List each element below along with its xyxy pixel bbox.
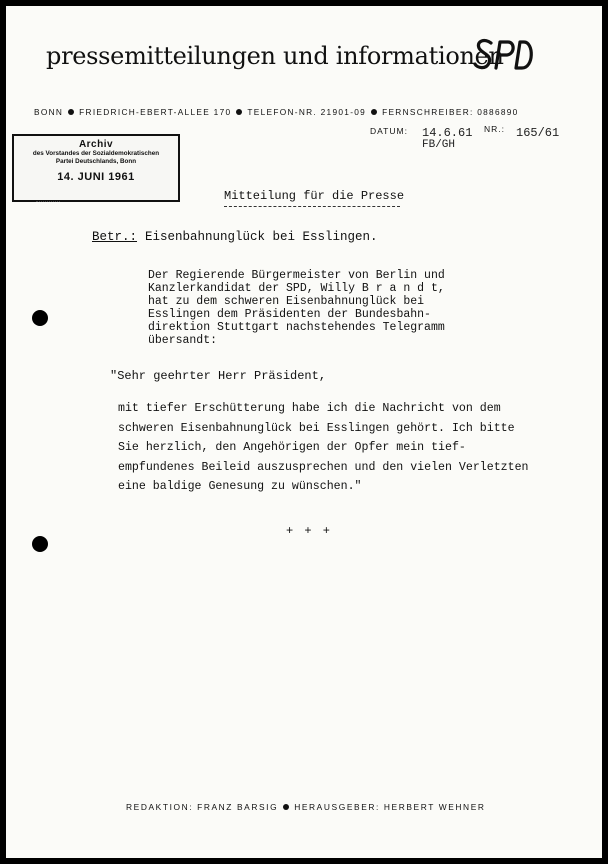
intro-line: direktion Stuttgart nachstehendes Telegramm [148,321,445,334]
telegram-line: empfundenes Beileid auszusprechen und den vielen Verletzten [118,460,529,474]
heading-underline [224,206,400,207]
bullet-icon [283,804,289,810]
subject-line [92,230,378,244]
intro-line: übersandt: [148,334,218,347]
bullet-icon [236,109,242,115]
telegram-line: mit tiefer Erschütterung habe ich die Nachricht von dem [118,402,501,415]
nr-label: NR.: [484,124,505,134]
stamp-divider [36,201,60,202]
intro-paragraph [148,269,445,347]
stamp-title: Archiv [78,139,114,150]
letterhead-title: pressemitteilungen und informationen [46,42,504,70]
telegram-line: schweren Eisenbahnunglück bei Esslingen gehört. Ich bitte [118,421,515,435]
intro-line: Esslingen dem Präsidenten der Bundesbahn- [148,308,431,321]
address-street: FRIEDRICH-EBERT-ALLEE 170 [79,107,232,117]
intro-line: Der Regierende Bürgermeister von Berlin und [148,269,445,282]
subject-label: Betr.: [92,230,138,244]
telegram-line: eine baldige Genesung zu wünschen." [118,480,362,493]
datum-value: 14.6.61 [422,126,473,140]
bullet-icon [68,109,74,115]
letterhead-address [34,107,519,117]
heading: Mitteilung für die Presse [224,189,405,203]
footer [126,802,486,812]
punch-hole [32,536,48,552]
bullet-icon [371,109,377,115]
address-city: BONN [34,107,64,117]
archive-stamp [12,134,180,202]
datum-label: DATUM: [370,126,408,136]
salutation: "Sehr geehrter Herr Präsident, [110,369,327,383]
stamp-line-2: Partei Deutschlands, Bonn [55,158,137,165]
spd-logo [472,34,534,76]
address-phone: TELEFON-NR. 21901-09 [247,107,367,117]
nr-value: 165/61 [516,126,560,140]
intro-line: hat zu dem schweren Eisenbahnunglück bei [148,295,425,308]
telegram-text [118,399,529,497]
footer-redaktion: REDAKTION: FRANZ BARSIG [126,802,279,812]
address-telex: FERNSCHREIBER: 0886890 [382,107,519,117]
footer-herausgeber: HERAUSGEBER: HERBERT WEHNER [294,802,486,812]
end-mark: + + + [286,524,333,538]
punch-hole [32,310,48,326]
intro-line: Kanzlerkandidat der SPD, Willy B r a n d t, [148,282,445,295]
stamp-line-1: des Vorstandes der Sozialdemokratischen [32,150,160,157]
initials: FB/GH [422,139,456,151]
telegram-line: Sie herzlich, den Angehörigen der Opfer mein tief- [118,441,466,454]
stamp-date: 14. JUNI 1961 [57,171,135,183]
document-page [6,6,602,858]
subject-text: Eisenbahnunglück bei Esslingen. [145,230,378,244]
